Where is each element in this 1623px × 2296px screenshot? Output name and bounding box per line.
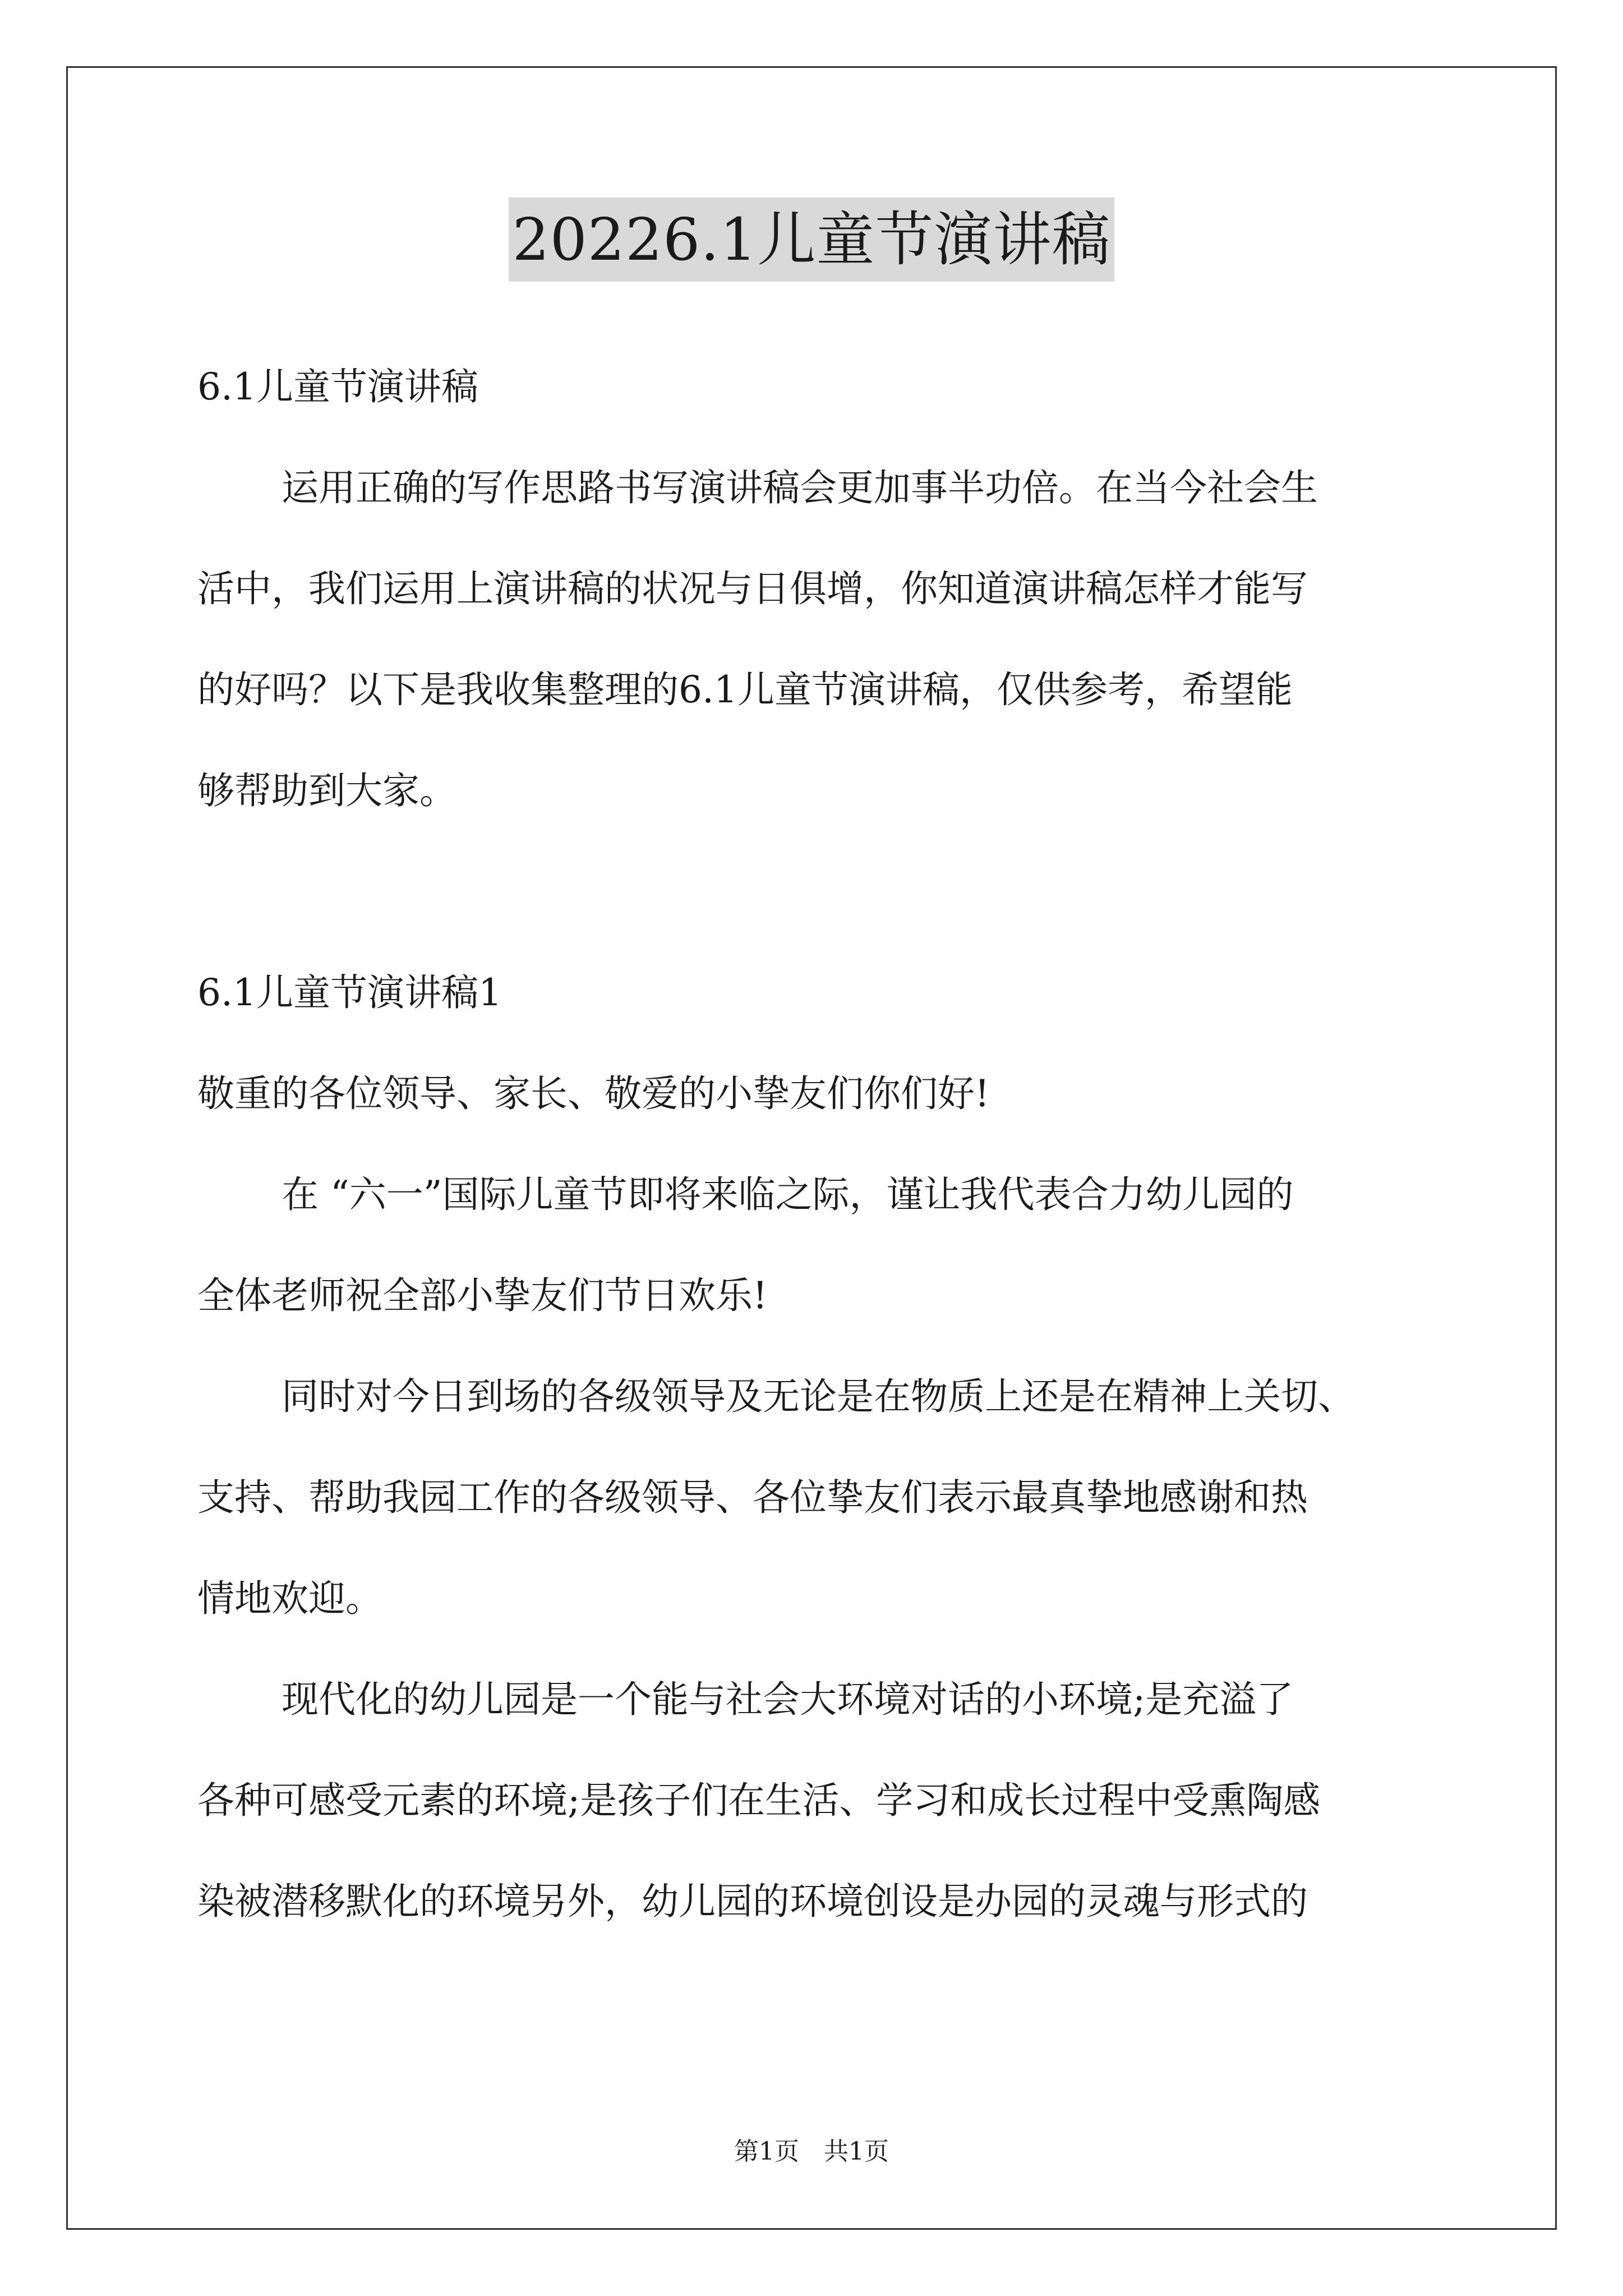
paragraph: 全体老师祝全部小挚友们节日欢乐! (197, 1274, 768, 1317)
paragraph: 情地欢迎。 (197, 1577, 382, 1620)
paragraph: 运用正确的写作思路书写演讲稿会更加事半功倍。在当今社会生 (282, 466, 1318, 509)
paragraph: 各种可感受元素的环境;是孩子们在生活、学习和成长过程中受熏陶感 (197, 1779, 1321, 1822)
section-gap (197, 841, 1431, 942)
document-body (197, 337, 1431, 1952)
paragraph: 够帮助到大家。 (197, 769, 457, 812)
document-title: 20226.1儿童节演讲稿 (509, 197, 1114, 282)
paragraph: 6.1儿童节演讲稿 (197, 365, 478, 408)
paragraph: 活中，我们运用上演讲稿的状况与日俱增，你知道演讲稿怎样才能写 (197, 567, 1308, 610)
paragraph: 现代化的幼儿园是一个能与社会大环境对话的小环境;是充溢了 (282, 1678, 1294, 1721)
paragraph: 同时对今日到场的各级领导及无论是在物质上还是在精神上关切、 (282, 1375, 1355, 1418)
paragraph: 支持、帮助我园工作的各级领导、各位挚友们表示最真挚地感谢和热 (197, 1476, 1308, 1519)
paragraph: 敬重的各位领导、家长、敬爱的小挚友们你们好! (197, 1072, 990, 1115)
page-footer: 第1页 共1页 (734, 2137, 889, 2166)
title-container (0, 197, 1623, 282)
paragraph: 染被潜移默化的环境另外，幼儿园的环境创设是办园的灵魂与形式的 (197, 1880, 1308, 1923)
section-heading: 6.1儿童节演讲稿1 (197, 971, 502, 1014)
paragraph: 在 “六一”国际儿童节即将来临之际，谨让我代表合力幼儿园的 (282, 1173, 1294, 1216)
paragraph: 的好吗？以下是我收集整理的6.1儿童节演讲稿，仅供参考，希望能 (197, 668, 1293, 711)
